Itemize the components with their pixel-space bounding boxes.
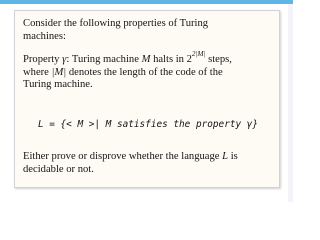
intro-line-2: machines: xyxy=(23,30,66,42)
property-label: Property xyxy=(23,54,60,65)
property-text-b: halts in 2 xyxy=(153,54,192,65)
property-paragraph xyxy=(23,50,275,92)
window-top-bar xyxy=(0,0,293,4)
where-text-c: Turing machine. xyxy=(23,79,93,90)
question-paragraph xyxy=(23,151,275,176)
question-card xyxy=(14,10,280,188)
language-formula: L = {< M >| M satisfies the property γ} xyxy=(37,119,259,130)
question-text-c: decidable or not. xyxy=(23,163,94,175)
question-text-a: Either prove or disprove whether the language xyxy=(23,151,220,162)
code-length-symbol: |M| xyxy=(51,66,67,78)
where-text-a: where xyxy=(23,66,49,78)
exponent: 2|M| xyxy=(191,50,206,59)
property-text-c: steps, xyxy=(208,54,232,65)
language-definition xyxy=(15,119,281,132)
intro-paragraph xyxy=(23,18,275,43)
machine-symbol: M xyxy=(141,54,151,65)
property-symbol: γ xyxy=(62,54,67,65)
where-text-b: denotes the length of the code of the xyxy=(68,66,223,78)
scroll-gutter xyxy=(288,4,293,202)
language-symbol: L xyxy=(222,151,229,162)
question-text-b: is xyxy=(230,151,238,162)
intro-line-1: Consider the following properties of Turing xyxy=(23,18,209,29)
property-text-a: : Turing machine xyxy=(66,54,139,65)
